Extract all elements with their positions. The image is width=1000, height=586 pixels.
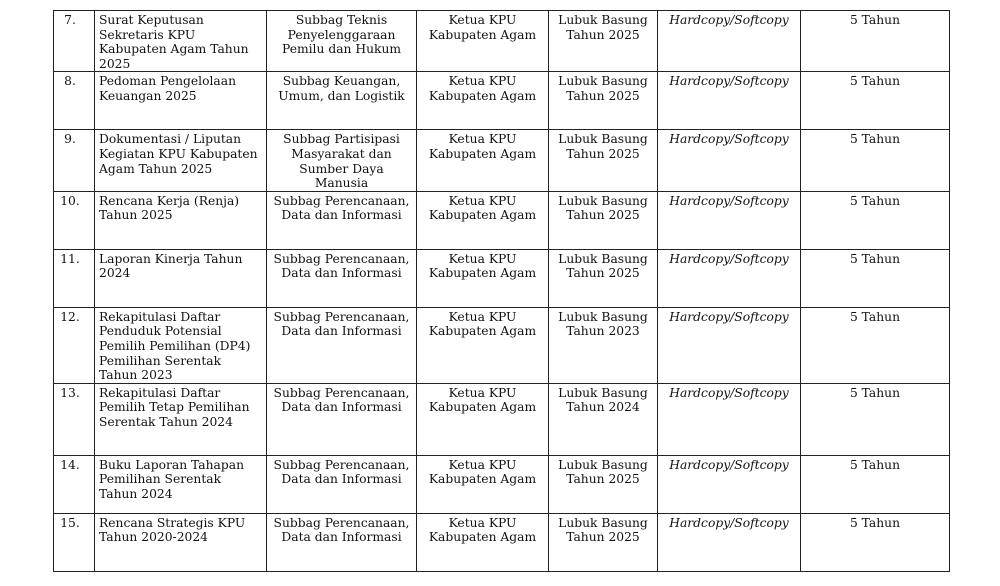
row-number-cell: 11. [54,249,95,307]
work-unit-cell: Subbag Perencanaan, Data dan Informasi [267,307,417,383]
retention-period-cell: 5 Tahun [801,513,950,571]
media-format-cell: Hardcopy/Softcopy [658,455,801,513]
creator-cell: Ketua KPU Kabupaten Agam [417,130,549,191]
retention-period-cell: 5 Tahun [801,130,950,191]
place-year-cell: Lubuk Basung Tahun 2023 [549,307,658,383]
place-year-cell: Lubuk Basung Tahun 2025 [549,72,658,130]
retention-period-cell: 5 Tahun [801,11,950,72]
work-unit-cell: Subbag Perencanaan, Data dan Informasi [267,191,417,249]
media-format-cell: Hardcopy/Softcopy [658,72,801,130]
table-row [54,513,950,571]
document-title-cell: Rencana Strategis KPU Tahun 2020-2024 [95,513,267,571]
table-row [54,11,950,72]
creator-cell: Ketua KPU Kabupaten Agam [417,307,549,383]
place-year-cell: Lubuk Basung Tahun 2025 [549,11,658,72]
retention-period-cell: 5 Tahun [801,249,950,307]
media-format-cell: Hardcopy/Softcopy [658,383,801,455]
row-number-cell: 8. [54,72,95,130]
table-row [54,383,950,455]
row-number-cell: 10. [54,191,95,249]
creator-cell: Ketua KPU Kabupaten Agam [417,72,549,130]
retention-period-cell: 5 Tahun [801,455,950,513]
row-number-cell: 12. [54,307,95,383]
work-unit-cell: Subbag Perencanaan, Data dan Informasi [267,383,417,455]
retention-period-cell: 5 Tahun [801,72,950,130]
retention-period-cell: 5 Tahun [801,307,950,383]
work-unit-cell: Subbag Teknis Penyelenggaraan Pemilu dan Hukum [267,11,417,72]
row-number-cell: 15. [54,513,95,571]
table-row [54,455,950,513]
archive-table [53,10,950,572]
table-row [54,191,950,249]
document-title-cell: Dokumentasi / Liputan Kegiatan KPU Kabupaten Agam Tahun 2025 [95,130,267,191]
work-unit-cell: Subbag Partisipasi Masyarakat dan Sumber Daya Manusia [267,130,417,191]
place-year-cell: Lubuk Basung Tahun 2025 [549,455,658,513]
creator-cell: Ketua KPU Kabupaten Agam [417,383,549,455]
creator-cell: Ketua KPU Kabupaten Agam [417,249,549,307]
row-number-cell: 14. [54,455,95,513]
work-unit-cell: Subbag Perencanaan, Data dan Informasi [267,513,417,571]
document-title-cell: Surat Keputusan Sekretaris KPU Kabupaten Agam Tahun 2025 [95,11,267,72]
document-title-cell: Laporan Kinerja Tahun 2024 [95,249,267,307]
retention-period-cell: 5 Tahun [801,383,950,455]
retention-period-cell: 5 Tahun [801,191,950,249]
place-year-cell: Lubuk Basung Tahun 2025 [549,130,658,191]
media-format-cell: Hardcopy/Softcopy [658,191,801,249]
place-year-cell: Lubuk Basung Tahun 2025 [549,513,658,571]
work-unit-cell: Subbag Perencanaan, Data dan Informasi [267,249,417,307]
table-body [54,11,950,572]
document-title-cell: Rekapitulasi Daftar Penduduk Potensial Pemilih Pemilihan (DP4) Pemilihan Serentak Tahun 2023 [95,307,267,383]
table-row [54,307,950,383]
row-number-cell: 9. [54,130,95,191]
table-row [54,72,950,130]
document-title-cell: Pedoman Pengelolaan Keuangan 2025 [95,72,267,130]
creator-cell: Ketua KPU Kabupaten Agam [417,513,549,571]
creator-cell: Ketua KPU Kabupaten Agam [417,455,549,513]
document-title-cell: Rencana Kerja (Renja) Tahun 2025 [95,191,267,249]
media-format-cell: Hardcopy/Softcopy [658,249,801,307]
media-format-cell: Hardcopy/Softcopy [658,11,801,72]
work-unit-cell: Subbag Keuangan, Umum, dan Logistik [267,72,417,130]
creator-cell: Ketua KPU Kabupaten Agam [417,191,549,249]
media-format-cell: Hardcopy/Softcopy [658,513,801,571]
place-year-cell: Lubuk Basung Tahun 2025 [549,191,658,249]
media-format-cell: Hardcopy/Softcopy [658,130,801,191]
media-format-cell: Hardcopy/Softcopy [658,307,801,383]
work-unit-cell: Subbag Perencanaan, Data dan Informasi [267,455,417,513]
document-title-cell: Rekapitulasi Daftar Pemilih Tetap Pemilihan Serentak Tahun 2024 [95,383,267,455]
creator-cell: Ketua KPU Kabupaten Agam [417,11,549,72]
place-year-cell: Lubuk Basung Tahun 2025 [549,249,658,307]
table-row [54,130,950,191]
row-number-cell: 7. [54,11,95,72]
row-number-cell: 13. [54,383,95,455]
document-title-cell: Buku Laporan Tahapan Pemilihan Serentak Tahun 2024 [95,455,267,513]
place-year-cell: Lubuk Basung Tahun 2024 [549,383,658,455]
table-row [54,249,950,307]
